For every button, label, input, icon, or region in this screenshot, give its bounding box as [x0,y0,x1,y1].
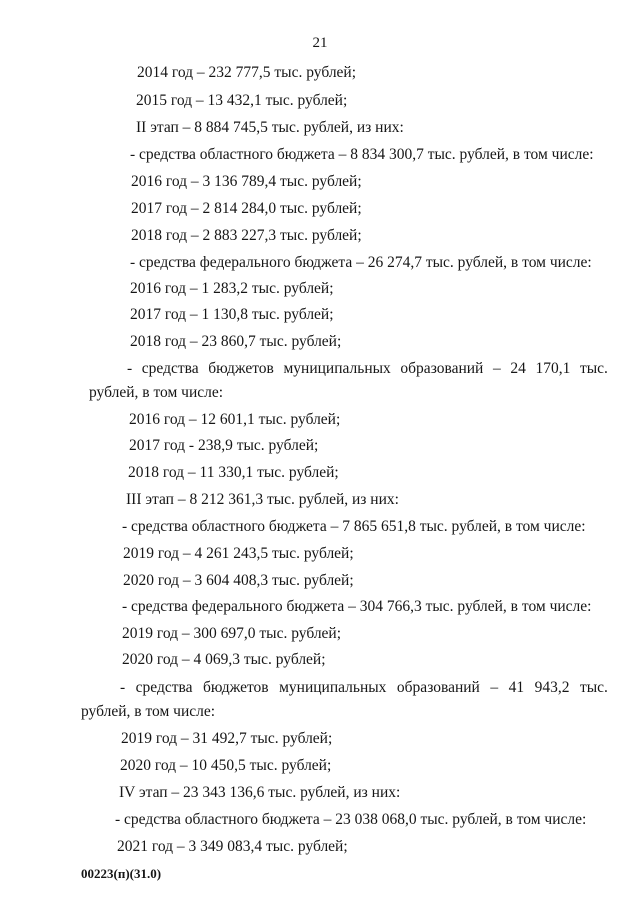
justified-line [127,360,608,378]
word: 943,2 [534,679,570,696]
text-line: 2018 год – 11 330,1 тыс. рублей; [128,464,339,481]
text-line: IV этап – 23 343 136,6 тыс. рублей, из них: [119,784,401,801]
word: - [127,360,133,377]
text-line: 2016 год – 1 283,2 тыс. рублей; [130,280,334,297]
text-line: 2015 год – 13 432,1 тыс. рублей; [136,92,348,109]
text-line: 2019 год – 31 492,7 тыс. рублей; [121,730,333,747]
word: средства [141,360,199,377]
word: – [490,679,499,696]
text-line: 2016 год – 12 601,1 тыс. рублей; [129,411,341,428]
word: бюджетов [208,360,274,377]
text-line: III этап – 8 212 361,3 тыс. рублей, из них: [126,491,399,508]
word: муниципальных [279,679,387,696]
text-line: - средства областного бюджета – 7 865 651,8 тыс. рублей, в том числе: [122,518,586,535]
word: образований [396,679,480,696]
text-line: 2019 год – 300 697,0 тыс. рублей; [122,625,342,642]
text-line: - средства федерального бюджета – 26 274,7 тыс. рублей, в том числе: [130,254,592,271]
word: образований [400,360,484,377]
word: 24 [510,360,526,377]
word: - [120,679,126,696]
text-line: II этап – 8 884 745,5 тыс. рублей, из них: [136,119,404,136]
text-line: 2020 год – 10 450,5 тыс. рублей; [120,757,332,774]
text-line: 2021 год – 3 349 083,4 тыс. рублей; [117,838,348,855]
text-line: - средства областного бюджета – 8 834 300,7 тыс. рублей, в том числе: [130,146,594,163]
text-line: 2017 год – 1 130,8 тыс. рублей; [130,306,334,323]
text-line: 2019 год – 4 261 243,5 тыс. рублей; [123,545,354,562]
word: – [492,360,501,377]
text-line: 2016 год – 3 136 789,4 тыс. рублей; [131,173,362,190]
page-number: 21 [312,35,328,51]
word: тыс. [579,679,608,696]
word: бюджетов [203,679,269,696]
text-line: рублей, в том числе: [89,384,224,401]
text-line: 2018 год – 23 860,7 тыс. рублей; [130,333,342,350]
text-line: 2020 год – 4 069,3 тыс. рублей; [122,651,326,668]
text-line: 2014 год – 232 777,5 тыс. рублей; [137,64,357,81]
word: муниципальных [283,360,391,377]
text-line: 2020 год – 3 604 408,3 тыс. рублей; [123,572,354,589]
text-line: рублей, в том числе: [81,703,216,720]
text-line: 2018 год – 2 883 227,3 тыс. рублей; [131,227,362,244]
word: средства [135,679,193,696]
document-code: 00223(п)(31.0) [81,866,162,881]
text-line: - средства областного бюджета – 23 038 068,0 тыс. рублей, в том числе: [115,811,587,828]
word: 41 [508,679,525,696]
justified-line [120,679,608,697]
text-line: 2017 год - 238,9 тыс. рублей; [129,437,319,454]
text-line: 2017 год – 2 814 284,0 тыс. рублей; [131,200,362,217]
word: тыс. [579,360,608,377]
text-line: - средства федерального бюджета – 304 766,3 тыс. рублей, в том числе: [122,598,592,615]
word: 170,1 [535,360,571,377]
